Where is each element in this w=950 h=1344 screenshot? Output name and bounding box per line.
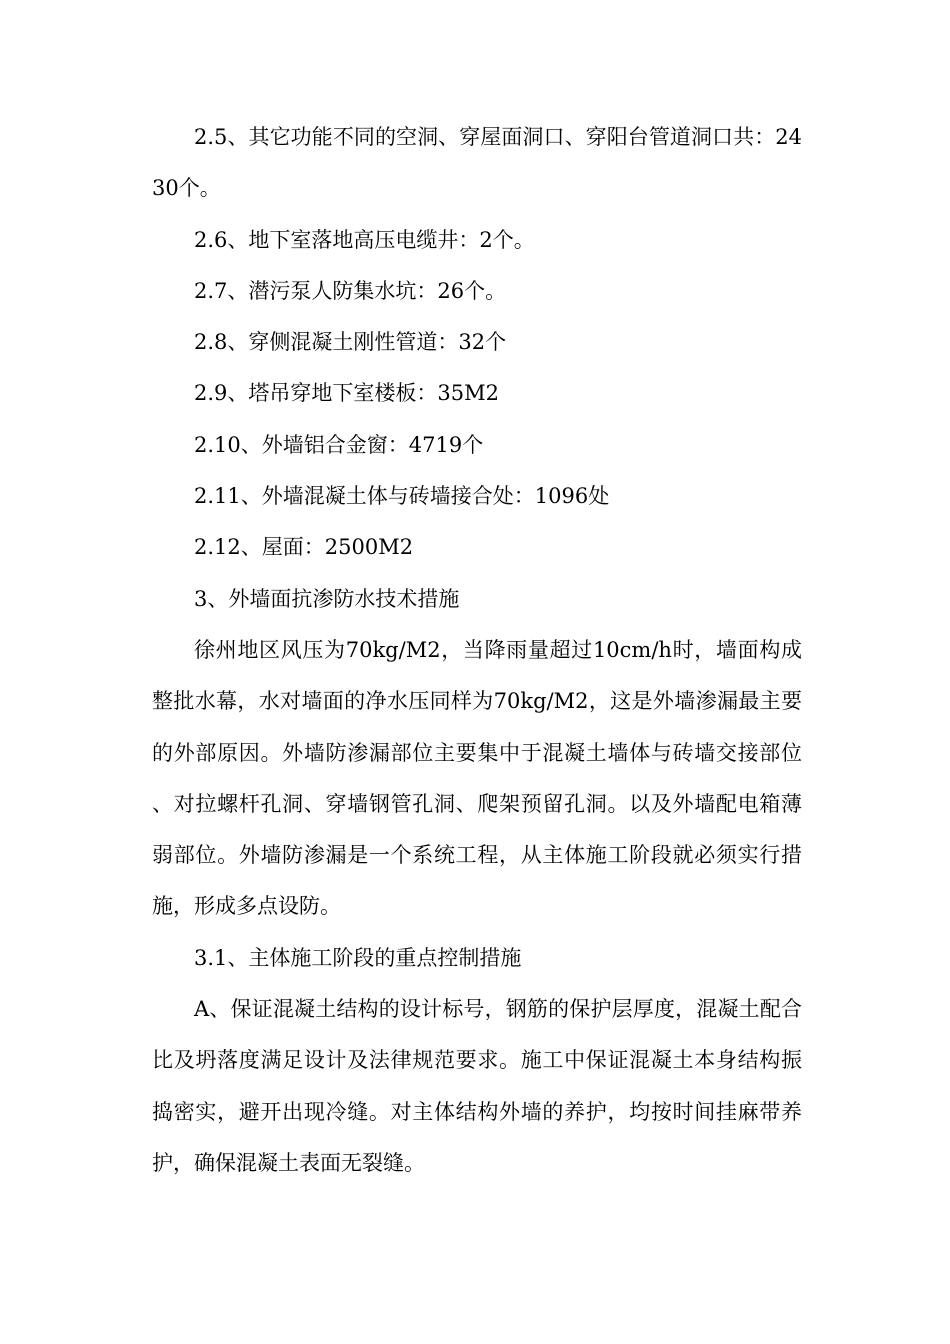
section-heading-3: 3、外墙面抗渗防水技术措施 (194, 586, 460, 611)
paragraph-3-1-a: A、保证混凝土结构的设计标号，钢筋的保护层厚度，混凝土配合比及坍落度满足设计及法律规范要求。施工中保证混凝土本身结构振捣密实，避开出现冷缝。对主体结构外墙的养护，均按时间挂麻带养护，确保混凝土表面无裂缝。 (152, 997, 802, 1175)
paragraph-2-8-rigid-pipes: 2.8、穿侧混凝土刚性管道：32个 (194, 330, 507, 355)
paragraph-3-body: 徐州地区风压为70kg/M2，当降雨量超过10cm/h时，墙面构成整批水幕，水对墙面的净水压同样为70kg/M2，这是外墙渗漏最主要的外部原因。外墙防渗漏部位主要集中于混凝土墙体与砖墙交接部位、对拉螺杆孔洞、穿墙钢管孔洞、爬架预留孔洞。以及外墙配电箱薄弱部位。外墙防渗漏是一个系统工程，从主体施工阶段就必须实行措施，形成多点设防。 (152, 637, 802, 919)
paragraph-2-6-cable-shaft: 2.6、地下室落地高压电缆井：2个。 (194, 227, 535, 252)
paragraph-2-7-sump-pit: 2.7、潜污泵人防集水坑：26个。 (194, 278, 507, 303)
document-body (152, 112, 802, 1189)
paragraph-2-5-openings: 2.5、其它功能不同的空洞、穿屋面洞口、穿阳台管道洞口共：2430个。 (152, 125, 802, 201)
paragraph-2-9-tower-crane: 2.9、塔吊穿地下室楼板：35M2 (194, 381, 499, 406)
section-heading-3-1: 3.1、主体施工阶段的重点控制措施 (194, 945, 522, 970)
paragraph-2-12-roof: 2.12、屋面：2500M2 (194, 535, 414, 560)
paragraph-2-11-wall-joints: 2.11、外墙混凝土体与砖墙接合处：1096处 (194, 484, 610, 509)
paragraph-2-10-windows: 2.10、外墙铝合金窗：4719个 (194, 432, 484, 457)
